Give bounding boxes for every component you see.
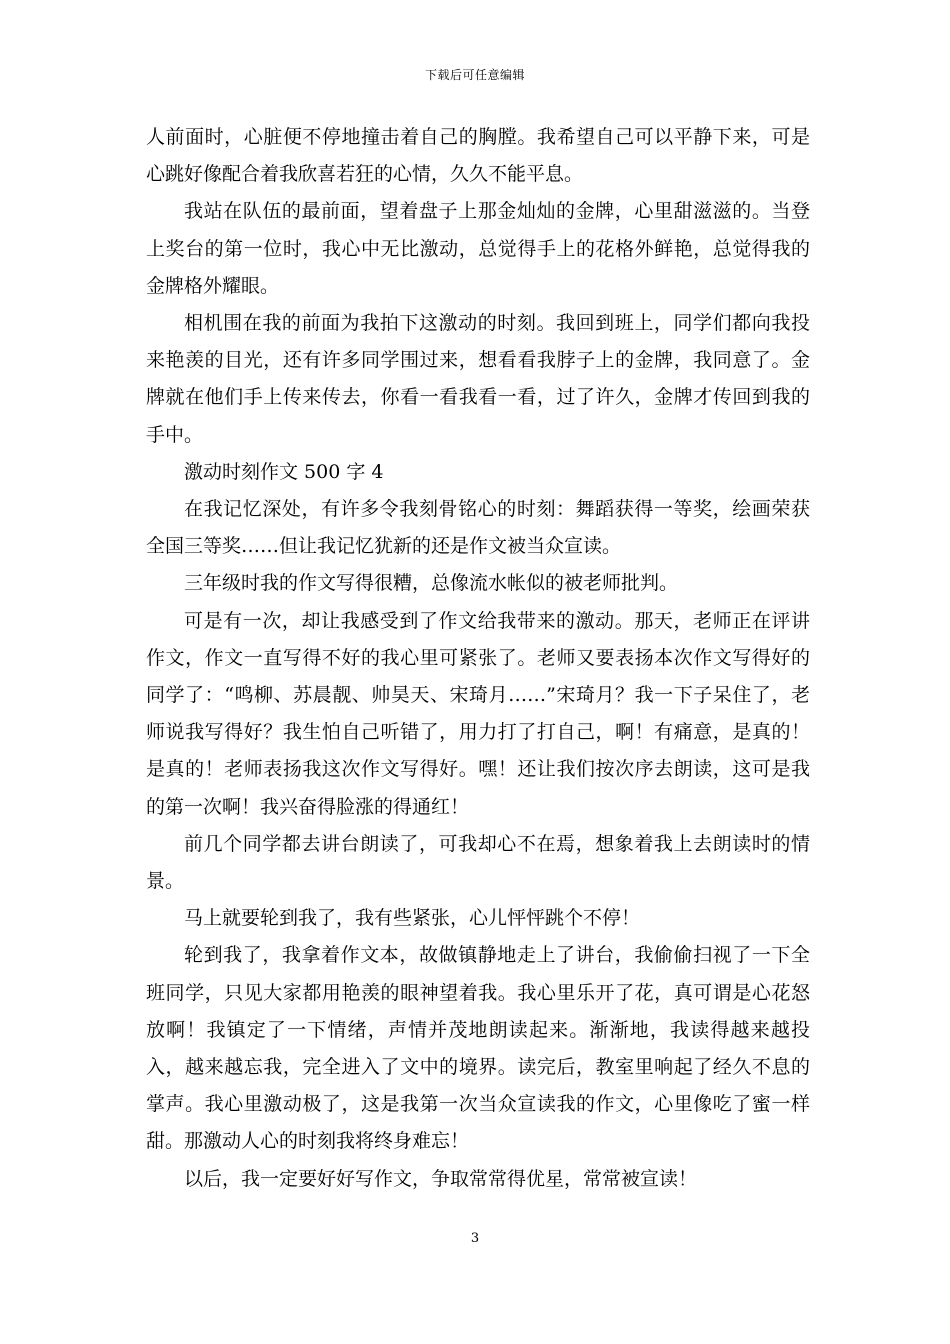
paragraph: 轮到我了，我拿着作文本，故做镇静地走上了讲台，我偷偷扫视了一下全班同学，只见大家都用艳羡的眼神望着我。我心里乐开了花，真可谓是心花怒放啊！我镇定了一下情绪，声情并茂地朗读起来。渐渐地，我读得越来越投入，越来越忘我，完全进入了文中的境界。读完后，教室里响起了经久不息的掌声。我心里激动极了，这是我第一次当众宣读我的作文，心里像吃了蜜一样甜。那激动人心的时刻我将终身难忘！: [146, 944, 810, 1153]
paragraph: 人前面时，心脏便不停地撞击着自己的胸膛。我希望自己可以平静下来，可是心跳好像配合着我欣喜若狂的心情，久久不能平息。: [146, 126, 810, 186]
paragraph: 以后，我一定要好好写作文，争取常常得优星，常常被宣读！: [184, 1167, 698, 1190]
paragraph: 可是有一次，却让我感受到了作文给我带来的激动。那天，老师正在评讲作文，作文一直写得不好的我心里可紧张了。老师又要表扬本次作文写得好的同学了：“鸣柳、苏晨靓、帅昊天、宋琦月……”宋琦月？我一下子呆住了，老师说我写得好？我生怕自己听错了，用力打了打自己，啊！有痛意，是真的！是真的！老师表扬我这次作文写得好。嘿！还让我们按次序去朗读，这可是我的第一次啊！我兴奋得脸涨的得通红！: [146, 609, 810, 818]
paragraph: 马上就要轮到我了，我有些紧张，心儿怦怦跳个不停！: [184, 907, 641, 930]
page-number: 3: [470, 1231, 480, 1246]
section-heading: 激动时刻作文 500 字 4: [184, 460, 384, 483]
page-header: 下载后可任意编辑: [424, 68, 525, 82]
paragraph: 在我记忆深处，有许多令我刻骨铭心的时刻：舞蹈获得一等奖，绘画荣获全国三等奖……但让我记忆犹新的还是作文被当众宣读。: [146, 498, 810, 558]
paragraph: 前几个同学都去讲台朗读了，可我却心不在焉，想象着我上去朗读时的情景。: [146, 832, 810, 893]
paragraph: 我站在队伍的最前面，望着盘子上那金灿灿的金牌，心里甜滋滋的。当登上奖台的第一位时，我心中无比激动，总觉得手上的花格外鲜艳，总觉得我的金牌格外耀眼。: [146, 200, 810, 297]
paragraph: 三年级时我的作文写得很糟，总像流水帐似的被老师批判。: [184, 572, 679, 595]
paragraph: 相机围在我的前面为我拍下这激动的时刻。我回到班上，同学们都向我投来艳羡的目光，还有许多同学围过来，想看看我脖子上的金牌，我同意了。金牌就在他们手上传来传去，你看一看我看一看，过了许久，金牌才传回到我的手中。: [146, 312, 810, 446]
article-body: [146, 119, 810, 1198]
